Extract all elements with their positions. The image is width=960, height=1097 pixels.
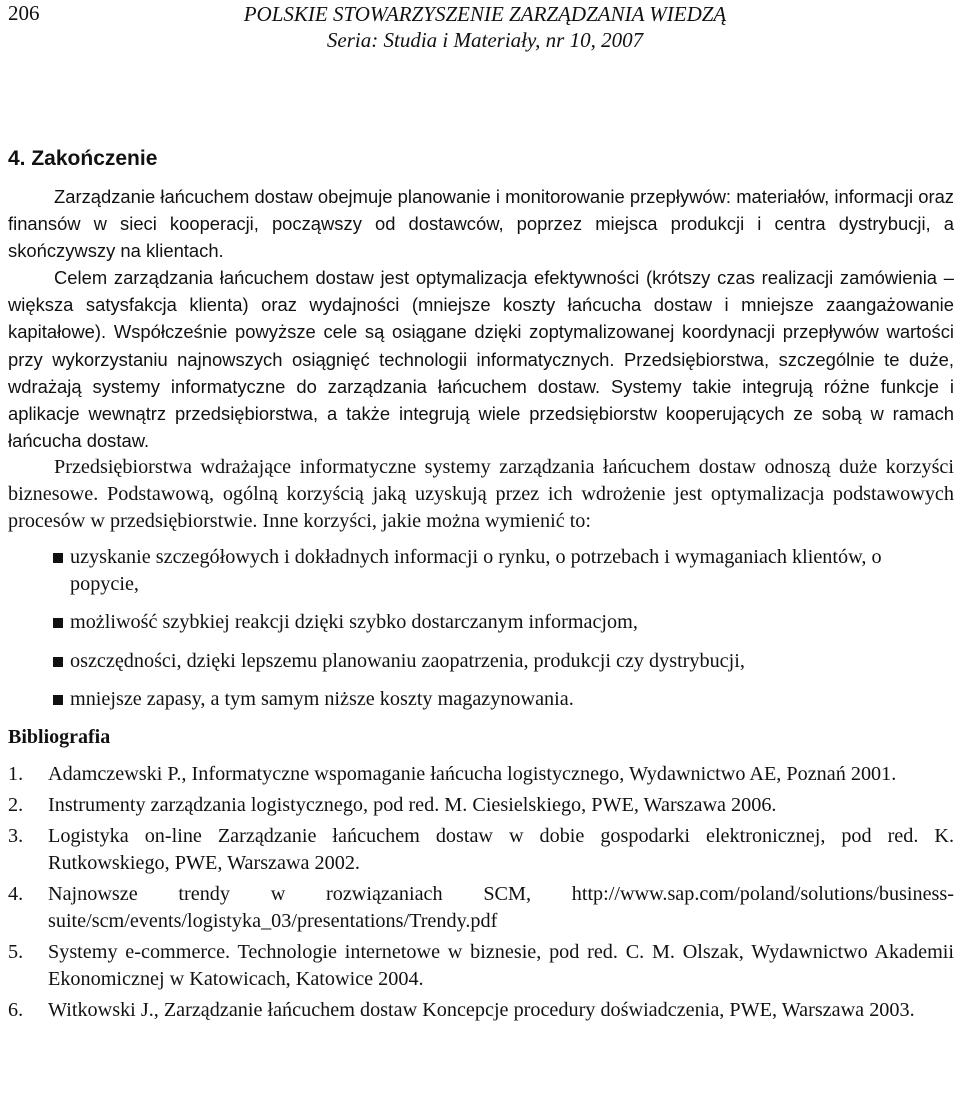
bibliography-item	[8, 997, 954, 1024]
paragraph: Celem zarządzania łańcuchem dostaw jest optymalizacja efektywności (krótszy czas realizacji zamówienia – większa satysfakcja klienta) oraz wydajności (mniejsze koszty łańcucha dostaw i mniejsze zaangażowanie kapitałowe). Współcześnie powyższe cele są osiągane dzięki zoptymalizowanej koordynacji przepływów wartości przy wykorzystaniu najnowszych osiągnięć technologii informatycznych. Przedsiębiorstwa, szczególnie te duże, wdrażają systemy informatyczne do zarządzania łańcuchem dostaw. Systemy takie integrują różne funkcje i aplikacje wewnątrz przedsiębiorstwa, a także integrują wiele przedsiębiorstw kooperujących ze sobą w ramach łańcucha dostaw.	[8, 267, 954, 451]
square-bullet-icon	[53, 695, 63, 705]
list-item	[8, 648, 954, 675]
bibliography-number: 2.	[8, 793, 24, 816]
bibliography-text: Najnowsze trendy w rozwiązaniach SCM, http://www.sap.com/poland/solutions/business-suite/scm/events/logistyka_03/presentations/Trendy.pdf	[48, 883, 954, 933]
list-item	[8, 544, 954, 598]
page-header	[0, 0, 960, 60]
bibliography-item	[8, 939, 954, 993]
running-title	[205, 1, 765, 53]
list-item-text: uzyskanie szczegółowych i dokładnych informacji o rynku, o potrzebach i wymaganiach klientów, o popycie,	[70, 546, 882, 596]
list-item-text: mniejsze zapasy, a tym samym niższe koszty magazynowania.	[70, 687, 574, 710]
bibliography-number: 5.	[8, 941, 24, 964]
bibliography-number: 6.	[8, 999, 24, 1022]
list-item	[8, 609, 954, 636]
conclusion-text	[8, 183, 954, 454]
list-item-text: możliwość szybkiej reakcji dzięki szybko dostarczanym informacjom,	[70, 611, 638, 634]
list-item	[8, 686, 954, 713]
bibliography-number: 3.	[8, 824, 24, 847]
square-bullet-icon	[53, 553, 63, 563]
square-bullet-icon	[53, 618, 63, 628]
bibliography-item	[8, 761, 954, 788]
bibliography-text: Logistyka on-line Zarządzanie łańcuchem dostaw w dobie gospodarki elektronicznej, pod red. K. Rutkowskiego, PWE, Warszawa 2002.	[48, 824, 954, 874]
bibliography-heading: Bibliografia	[8, 725, 111, 748]
article-content	[8, 145, 954, 1029]
bibliography-number: 4.	[8, 883, 24, 906]
bibliography-text: Adamczewski P., Informatyczne wspomaganie łańcucha logistycznego, Wydawnictwo AE, Poznań 2001.	[48, 762, 897, 785]
list-item-text: oszczędności, dzięki lepszemu planowaniu zaopatrzenia, produkcji czy dystrybucji,	[70, 649, 745, 672]
bibliography-item	[8, 823, 954, 877]
series-title: Seria: Studia i Materiały, nr 10, 2007	[326, 28, 644, 52]
bibliography-text: Systemy e-commerce. Technologie internetowe w biznesie, pod red. C. M. Olszak, Wydawnictwo Akademii Ekonomicznej w Katowicach, Katowice 2004.	[48, 941, 954, 991]
square-bullet-icon	[53, 657, 63, 667]
bibliography-text: Witkowski J., Zarządzanie łańcuchem dostaw Koncepcje procedury doświadczenia, PWE, Warszawa 2003.	[48, 999, 915, 1022]
bibliography-number: 1.	[8, 762, 24, 785]
paragraph: Zarządzanie łańcuchem dostaw obejmuje planowanie i monitorowanie przepływów: materiałów, informacji oraz finansów w sieci kooperacji, począwszy od dostawców, poprzez miejsca produkcji i centra dystrybucji, a skończywszy na klientach.	[8, 186, 954, 262]
bibliography-item	[8, 881, 954, 935]
bibliography-item	[8, 792, 954, 819]
page-number: 206	[8, 1, 40, 25]
bibliography-text: Instrumenty zarządzania logistycznego, pod red. M. Ciesielskiego, PWE, Warszawa 2006.	[48, 793, 777, 816]
bibliography-list	[8, 761, 954, 1025]
section-heading: 4. Zakończenie	[8, 147, 158, 170]
benefits-list	[8, 544, 954, 712]
paragraph: Przedsiębiorstwa wdrażające informatyczne systemy zarządzania łańcuchem dostaw odnoszą duże korzyści biznesowe. Podstawową, ogólną korzyścią jaką uzyskują przez ich wdrożenie jest optymalizacja podstawowych procesów w przedsiębiorstwie. Inne korzyści, jakie można wymienić to:	[8, 455, 954, 533]
journal-title: POLSKIE STOWARZYSZENIE ZARZĄDZANIA WIEDZĄ	[243, 2, 727, 26]
